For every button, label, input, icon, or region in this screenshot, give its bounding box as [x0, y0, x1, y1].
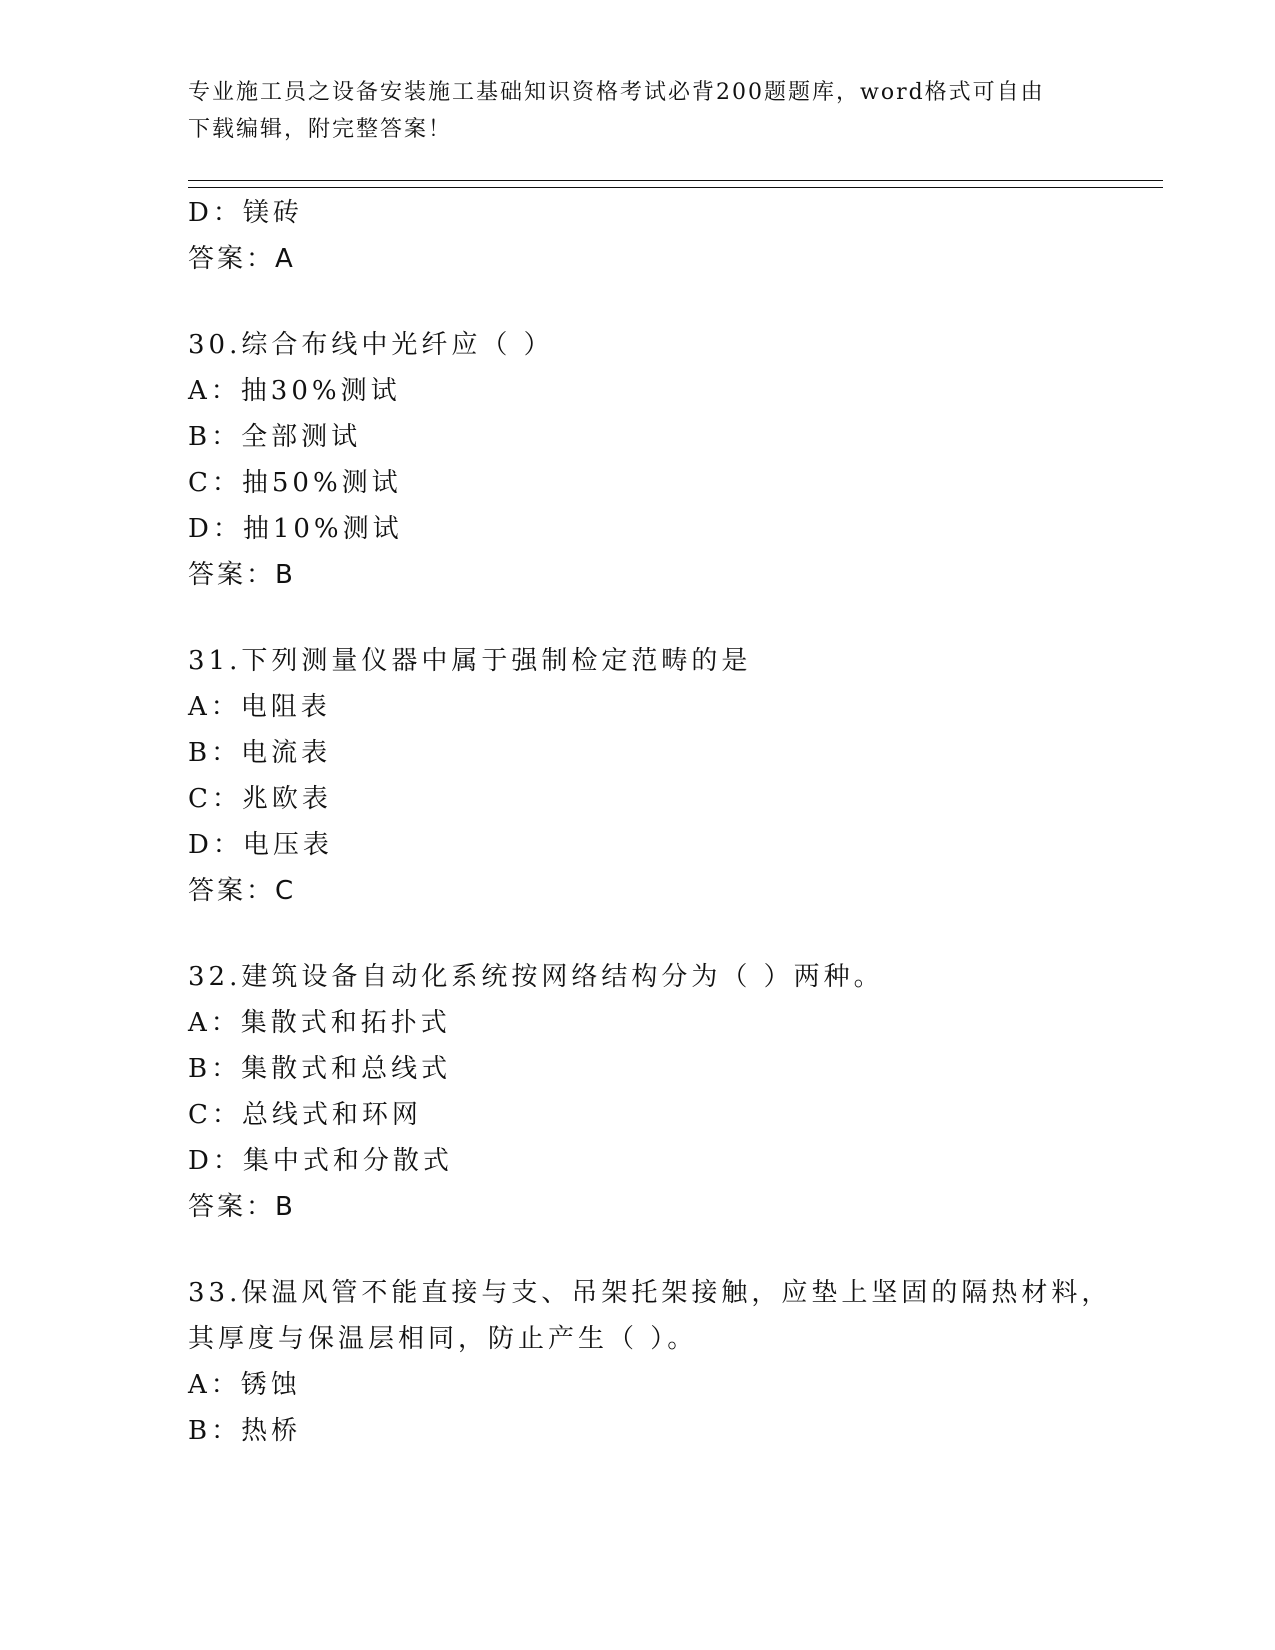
answer-line: 答案：A — [188, 244, 296, 274]
option-c: C：兆欧表 — [188, 784, 332, 814]
spacer — [188, 598, 1088, 638]
header-double-rule — [188, 180, 1163, 188]
question-stem-line-2: 其厚度与保温层相同，防止产生（ ）。 — [188, 1324, 698, 1354]
answer-line: 答案：C — [188, 876, 297, 906]
question-32 — [188, 954, 1088, 1230]
option-a: A：锈蚀 — [188, 1370, 301, 1400]
option-c: C：抽50%测试 — [188, 468, 402, 498]
option-b: B：集散式和总线式 — [188, 1054, 452, 1084]
document-header — [188, 74, 1088, 148]
spacer — [188, 1230, 1088, 1270]
option-a: A：电阻表 — [188, 692, 331, 722]
header-title-line-2: 下载编辑，附完整答案！ — [188, 117, 453, 142]
option-b: B：电流表 — [188, 738, 332, 768]
question-stem: 31.下列测量仪器中属于强制检定范畴的是 — [188, 646, 752, 676]
header-title-line-1: 专业施工员之设备安装施工基础知识资格考试必背200题题库，word格式可自由 — [188, 80, 1045, 105]
option-d: D：抽10%测试 — [188, 514, 403, 544]
question-30 — [188, 322, 1088, 598]
option-a: A：抽30%测试 — [188, 376, 401, 406]
answer-line: 答案：B — [188, 560, 296, 590]
option-c: C：总线式和环网 — [188, 1100, 422, 1130]
question-stem: 30.综合布线中光纤应（ ） — [188, 330, 554, 360]
question-31 — [188, 638, 1088, 914]
question-29-tail — [188, 190, 1088, 282]
question-stem: 32.建筑设备自动化系统按网络结构分为（ ）两种。 — [188, 962, 884, 992]
question-stem-line-1: 33.保温风管不能直接与支、吊架托架接触，应垫上坚固的隔热材料， — [188, 1278, 1112, 1308]
answer-line: 答案：B — [188, 1192, 296, 1222]
option-b: B：全部测试 — [188, 422, 362, 452]
option-d: D：电压表 — [188, 830, 333, 860]
question-33 — [188, 1270, 1112, 1454]
option-d: D：镁砖 — [188, 198, 303, 228]
spacer — [188, 282, 1088, 322]
question-list — [188, 190, 1112, 1454]
option-a: A：集散式和拓扑式 — [188, 1008, 451, 1038]
option-d: D：集中式和分散式 — [188, 1146, 453, 1176]
option-b: B：热桥 — [188, 1416, 302, 1446]
spacer — [188, 914, 1088, 954]
